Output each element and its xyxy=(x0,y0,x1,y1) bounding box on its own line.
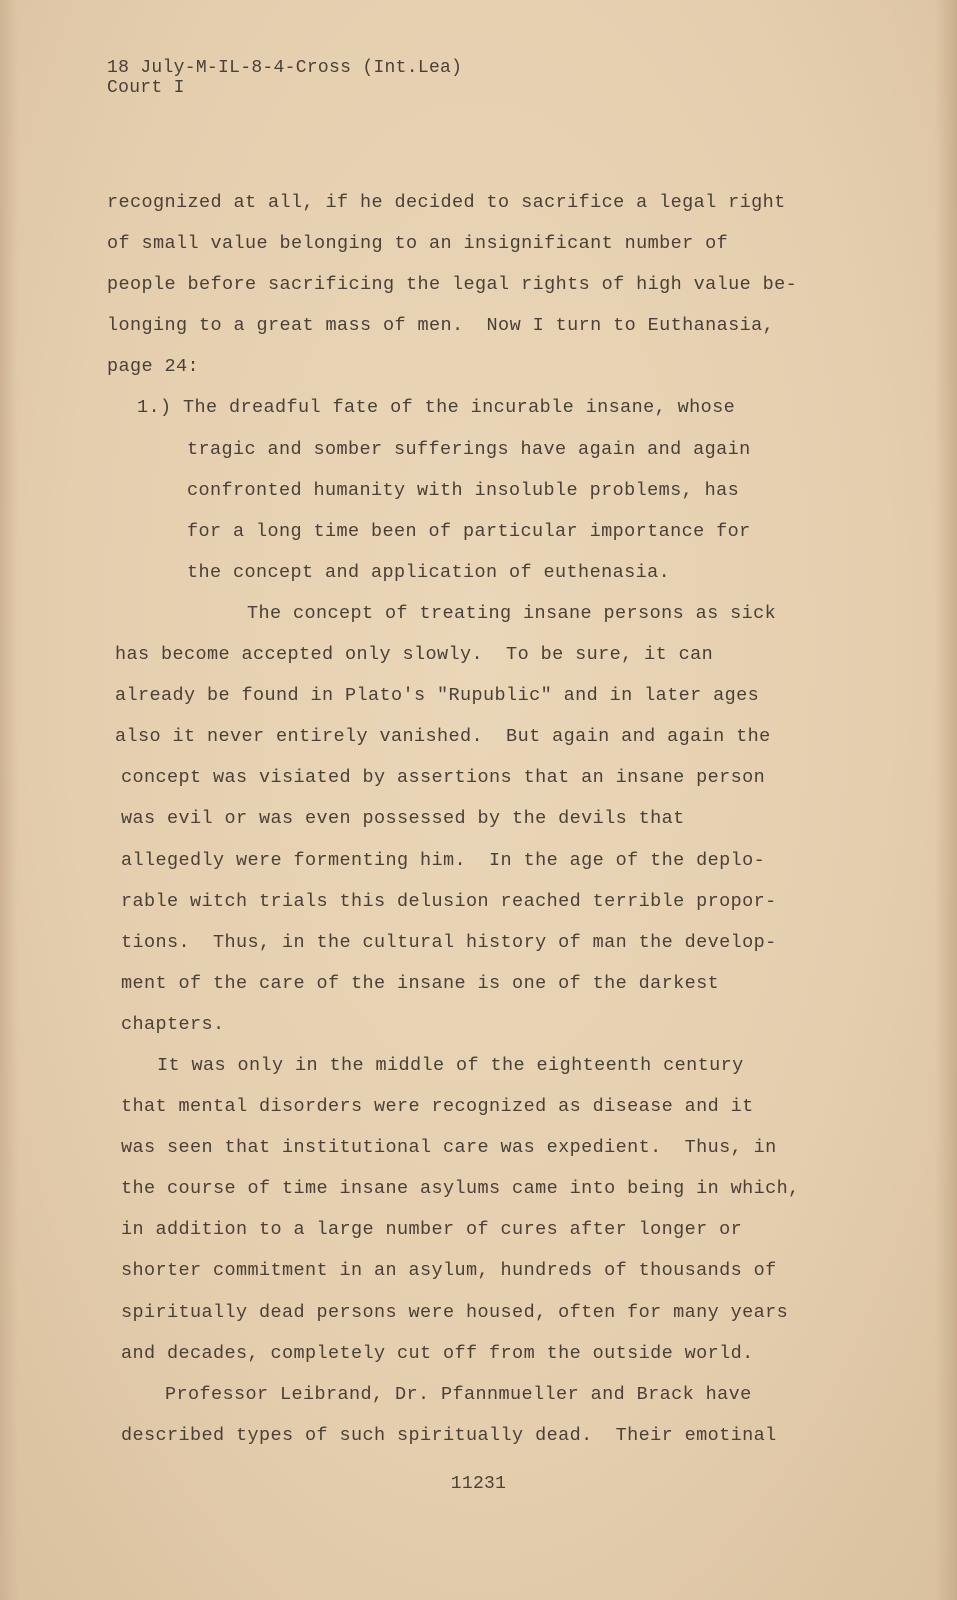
text-line: has become accepted only slowly. To be sure, it can xyxy=(115,644,714,666)
text-line: concept was visiated by assertions that an insane person xyxy=(121,767,766,789)
text-line: tions. Thus, in the cultural history of man the develop- xyxy=(121,931,777,953)
paragraph-4 xyxy=(107,1374,847,1456)
text-line: confronted humanity with insoluble problems, has xyxy=(187,479,740,501)
text-line: longing to a great mass of men. Now I turn to Euthanasia, xyxy=(107,315,775,337)
text-line: already be found in Plato's "Rupublic" and in later ages xyxy=(115,685,760,707)
text-line: tragic and somber sufferings have again and again xyxy=(187,438,751,460)
text-line: was evil or was even possessed by the devils that xyxy=(121,808,685,830)
text-line: The concept of treating insane persons as sick xyxy=(247,602,777,624)
text-line: in addition to a large number of cures after longer or xyxy=(121,1219,743,1241)
text-line: and decades, completely cut off from the outside world. xyxy=(121,1342,754,1364)
text-line: allegedly were formenting him. In the age of the deplo- xyxy=(121,849,766,871)
text-line: that mental disorders were recognized as disease and it xyxy=(121,1096,754,1118)
text-line: also it never entirely vanished. But again and again the xyxy=(115,726,771,748)
document-header xyxy=(107,58,462,98)
text-line: spiritually dead persons were housed, often for many years xyxy=(121,1301,789,1323)
text-line: It was only in the middle of the eighteenth century xyxy=(157,1054,744,1076)
header-court-line: Court I xyxy=(107,78,185,98)
text-line: described types of such spiritually dead. Their emotinal xyxy=(121,1424,777,1446)
text-line xyxy=(107,387,847,428)
page-number: 11231 xyxy=(450,1474,507,1494)
text-line: chapters. xyxy=(121,1013,225,1035)
text-line: people before sacrificing the legal rights of high value be- xyxy=(107,274,798,296)
text-line: rable witch trials this delusion reached terrible propor- xyxy=(121,890,777,912)
text-line: the course of time insane asylums came into being in which, xyxy=(121,1178,800,1200)
text-line: the concept and application of euthenasia. xyxy=(187,561,671,583)
paragraph-2 xyxy=(107,593,847,1045)
header-session-line: 18 July-M-IL-8-4-Cross (Int.Lea) xyxy=(107,58,463,78)
item-first-line: The dreadful fate of the incurable insane, whose xyxy=(183,397,736,419)
text-line: for a long time been of particular importance for xyxy=(187,520,751,542)
text-line: recognized at all, if he decided to sacrifice a legal right xyxy=(107,192,786,213)
quoted-item-1 xyxy=(107,387,847,592)
text-line: Professor Leibrand, Dr. Pfannmueller and Brack have xyxy=(165,1383,752,1405)
text-line: was seen that institutional care was expedient. Thus, in xyxy=(121,1137,777,1159)
text-line: page 24: xyxy=(107,356,200,378)
paragraph-3 xyxy=(107,1045,847,1374)
text-line: ment of the care of the insane is one of the darkest xyxy=(121,972,720,994)
paragraph-1 xyxy=(107,182,847,387)
document-body xyxy=(107,182,847,1456)
text-line: of small value belonging to an insignificant number of xyxy=(107,233,729,255)
item-marker: 1.) xyxy=(137,397,172,419)
text-line: shorter commitment in an asylum, hundreds of thousands of xyxy=(121,1260,777,1282)
